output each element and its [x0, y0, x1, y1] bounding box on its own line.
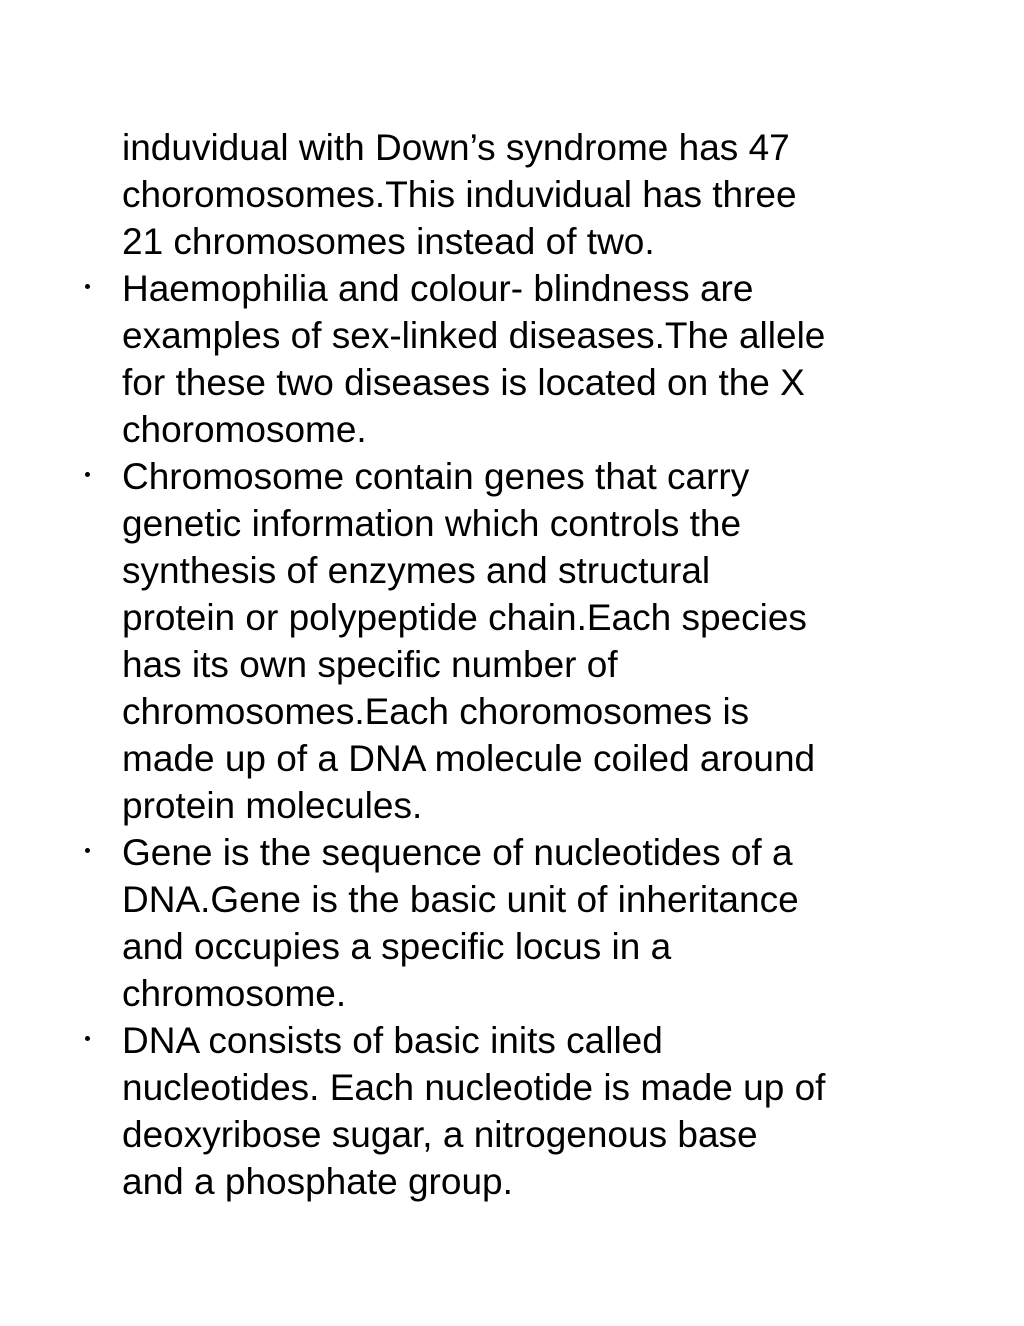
text-line: induvidual with Down’s syndrome has 47: [122, 127, 790, 168]
text-line: DNA.Gene is the basic unit of inheritance: [122, 879, 799, 920]
text-line: synthesis of enzymes and structural: [122, 550, 711, 591]
text-line: choromosomes.This induvidual has three: [122, 174, 797, 215]
continuation-paragraph: [122, 124, 942, 265]
bullet-dot-icon: [85, 284, 90, 289]
text-line: Gene is the sequence of nucleotides of a: [122, 832, 793, 873]
text-line: and occupies a specific locus in a: [122, 926, 672, 967]
text-line: choromosome.: [122, 409, 367, 450]
text-line: genetic information which controls the: [122, 503, 742, 544]
text-line: protein or polypeptide chain.Each species: [122, 597, 807, 638]
text-line: examples of sex-linked diseases.The allele: [122, 315, 826, 356]
text-line: nucleotides. Each nucleotide is made up of: [122, 1067, 826, 1108]
text-line: Chromosome contain genes that carry: [122, 456, 750, 497]
text-line: 21 chromosomes instead of two.: [122, 221, 655, 262]
text-line: protein molecules.: [122, 785, 423, 826]
bullet-dot-icon: [85, 1036, 90, 1041]
text-line: deoxyribose sugar, a nitrogenous base: [122, 1114, 758, 1155]
bullet-dot-icon: [85, 472, 90, 477]
bullet-list: [122, 124, 942, 1205]
bullet-item: [122, 453, 942, 829]
bullet-dot-icon: [85, 848, 90, 853]
text-line: made up of a DNA molecule coiled around: [122, 738, 816, 779]
bullet-item: [122, 829, 942, 1017]
bullet-item: [122, 265, 942, 453]
text-line: chromosome.: [122, 973, 347, 1014]
text-line: DNA consists of basic inits called: [122, 1020, 663, 1061]
bullet-item: [122, 1017, 942, 1205]
text-line: and a phosphate group.: [122, 1161, 513, 1202]
text-line: chromosomes.Each choromosomes is: [122, 691, 750, 732]
text-line: Haemophilia and colour- blindness are: [122, 268, 754, 309]
text-line: has its own specific number of: [122, 644, 618, 685]
text-line: for these two diseases is located on the X: [122, 362, 805, 403]
